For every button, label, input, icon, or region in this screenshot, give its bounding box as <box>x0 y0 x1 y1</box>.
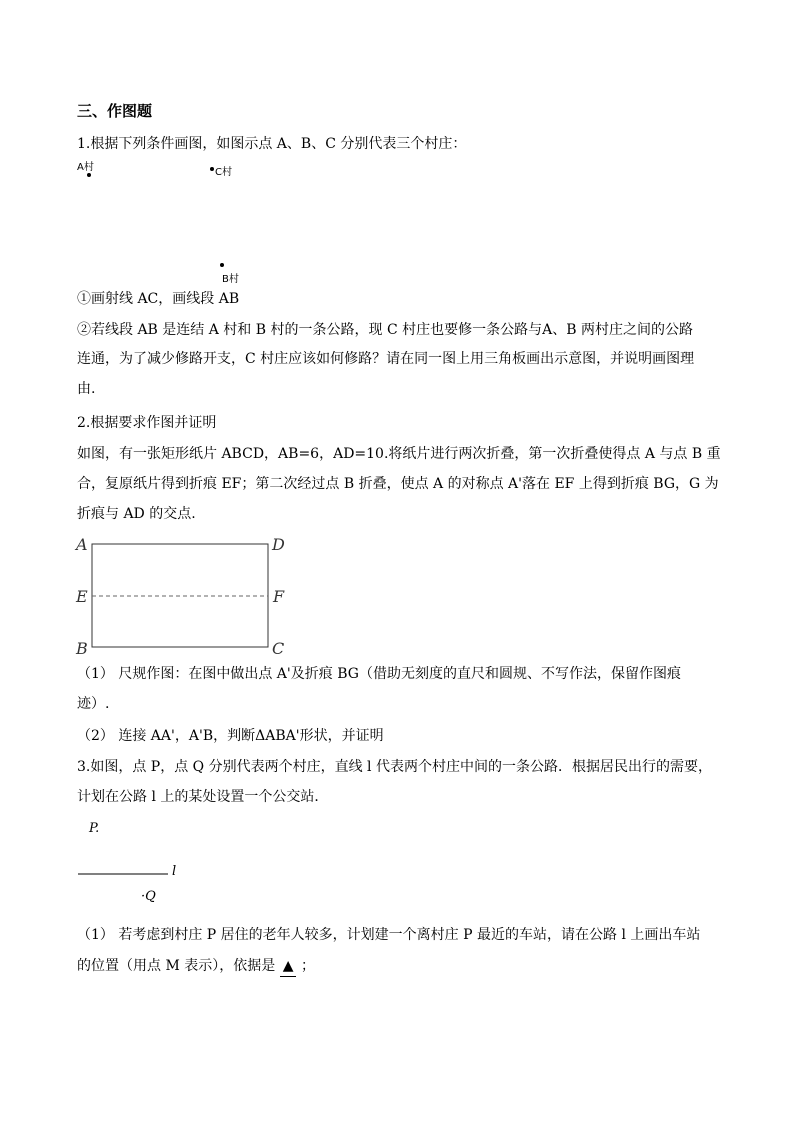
vertex-d-label: D <box>272 535 285 554</box>
q1-part2-line1: ②若线段 AB 是连结 A 村和 B 村的一条公路，现 C 村庄也要修一条公路与A、B 两村庄之间的公路 <box>77 322 693 338</box>
vertex-b-label: B <box>76 639 88 658</box>
q1-part2-line3: 由. <box>77 381 96 397</box>
village-p-label: P. <box>89 821 100 836</box>
q2-line1: 如图，有一张矩形纸片 ABCD，AB=6，AD=10.将纸片进行两次折叠，第一次折叠使得点 A 与点 B 重 <box>77 446 721 462</box>
q2-stem: 2.根据要求作图并证明 <box>77 415 217 431</box>
vertex-a-label: A <box>76 535 88 554</box>
village-c-label: C村 <box>215 167 232 178</box>
q2-sub1-line2: 迹）. <box>77 696 110 712</box>
village-a-label: A村 <box>77 162 94 173</box>
q3-sub1-line2-text: 的位置（用点 M 表示），依据是 <box>77 958 276 974</box>
q3-line2: 计划在公路 l 上的某处设置一个公交站． <box>77 789 329 805</box>
village-c-point <box>210 167 214 171</box>
rectangle-abcd <box>92 544 268 647</box>
q1-part2-line2: 连通，为了减少修路开支，C 村庄应该如何修路？请在同一图上用三角板画出示意图，并说明画图理 <box>77 351 695 367</box>
road-l-label: l <box>172 864 177 879</box>
village-b-label: B村 <box>222 274 239 285</box>
village-b-point <box>220 263 224 267</box>
q3-sub1-line2-end: ； <box>300 958 315 974</box>
q3-sub1-line1: （1） 若考虑到村庄 P 居住的老年人较多，计划建一个离村庄 P 最近的车站，请在公路 l 上画出车站 <box>77 927 701 943</box>
q1-stem: 1.根据下列条件画图，如图示点 A、B、C 分别代表三个村庄： <box>77 136 467 152</box>
answer-blank[interactable]: ▲ <box>280 956 297 977</box>
point-e-label: E <box>76 587 88 606</box>
q1-part1: ①画射线 AC，画线段 AB <box>77 291 240 307</box>
q3-line1: 3.如图，点 P，点 Q 分别代表两个村庄，直线 l 代表两个村庄中间的一条公路．根据居民出行的需要， <box>77 759 712 775</box>
section-title: 三、作图题 <box>77 102 153 120</box>
q2-sub2: （2） 连接 AA'，A'B，判断ΔABA'形状，并证明 <box>77 728 384 744</box>
village-q-label: ·Q <box>141 889 156 904</box>
q2-sub1-line1: （1） 尺规作图：在图中做出点 A'及折痕 BG（借助无刻度的直尺和圆规、不写作法，保留作图痕 <box>77 666 681 682</box>
q3-sub1-line2 <box>77 956 315 977</box>
village-a-point <box>87 173 91 177</box>
q2-line2: 合，复原纸片得到折痕 EF；第二次经过点 B 折叠，使点 A 的对称点 A'落在 EF 上得到折痕 BG，G 为 <box>77 476 719 492</box>
q2-line3: 折痕与 AD 的交点. <box>77 506 196 522</box>
vertex-c-label: C <box>272 639 285 658</box>
point-f-label: F <box>273 587 285 606</box>
